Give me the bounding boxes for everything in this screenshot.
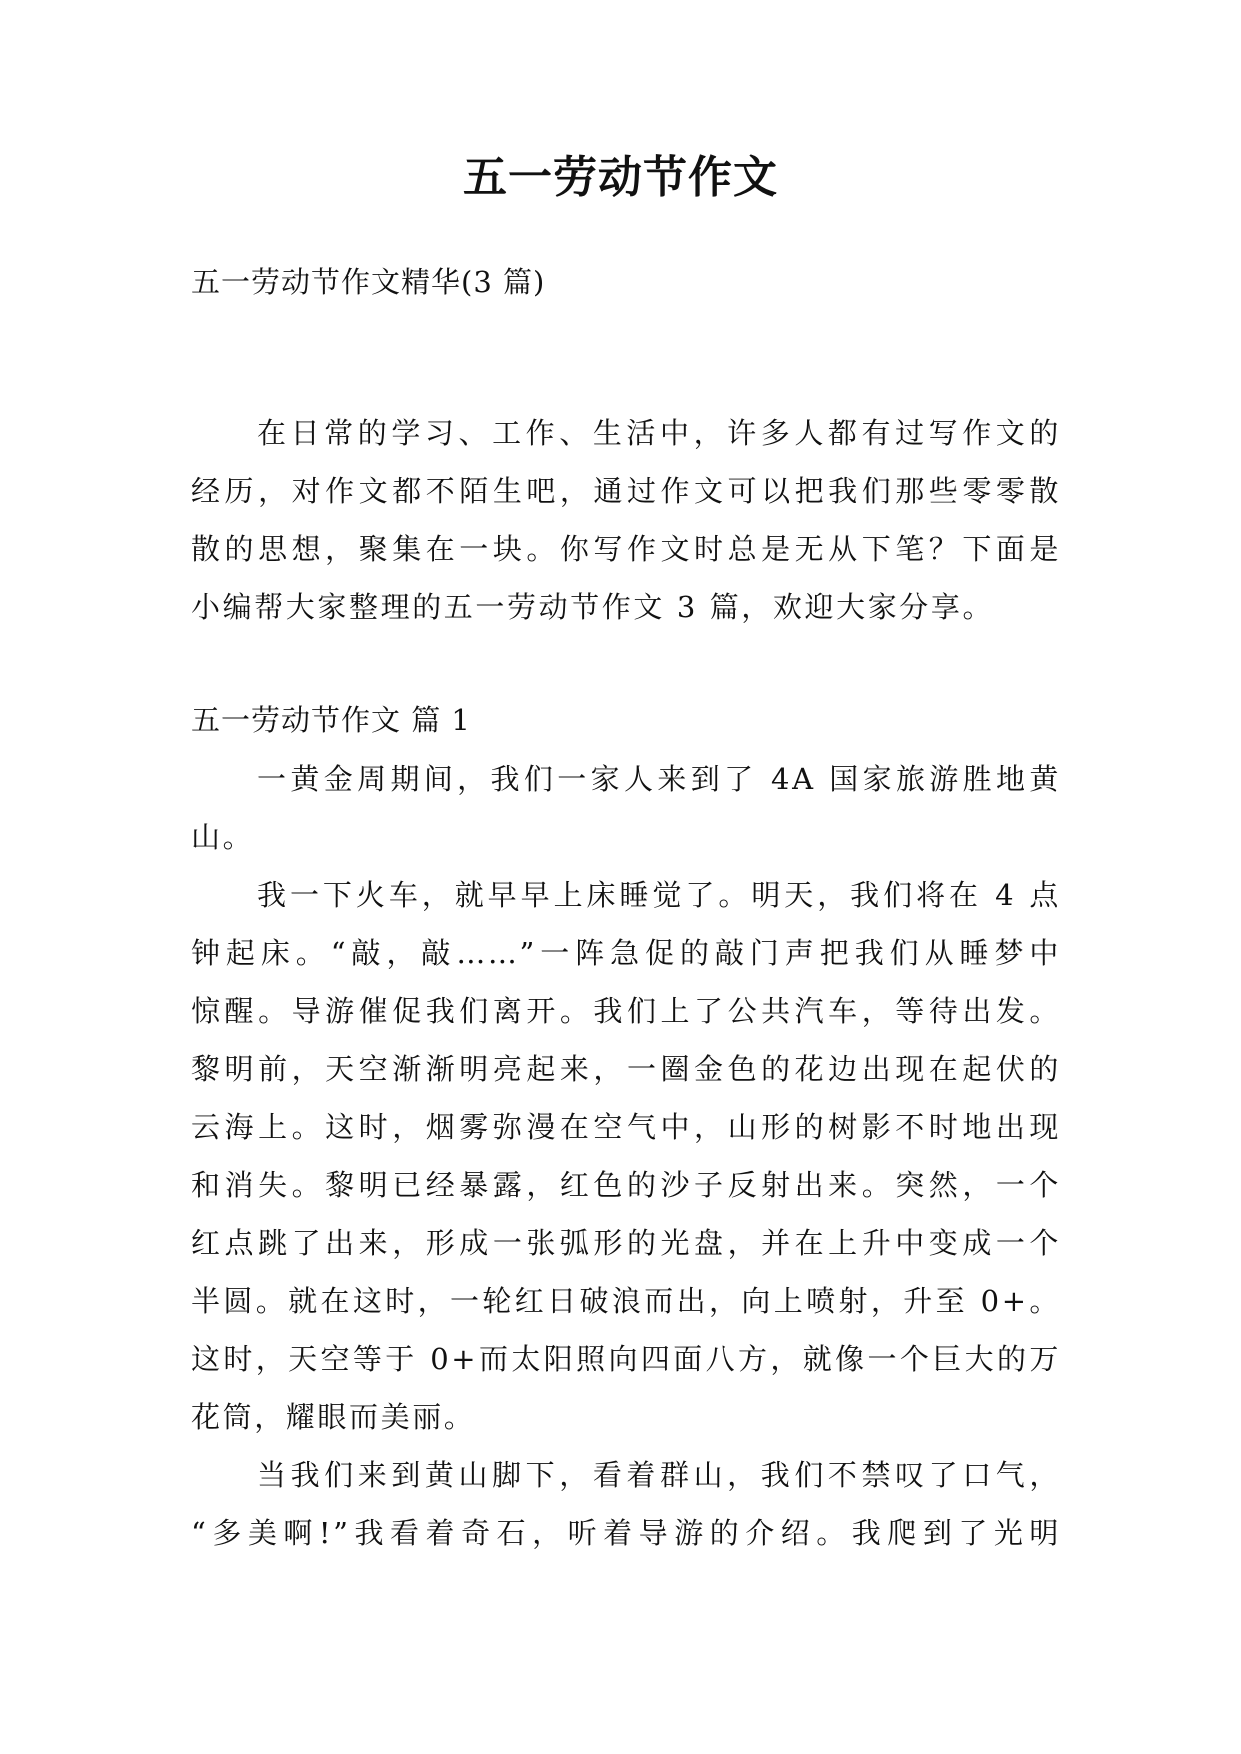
essay-line: 我一下火车，就早早上床睡觉了。明天，我们将在 4 点 xyxy=(257,878,1061,912)
intro-line: 在日常的学习、工作、生活中，许多人都有过写作文的 xyxy=(257,416,1061,450)
essay-line: 一黄金周期间，我们一家人来到了 4A 国家旅游胜地黄 xyxy=(257,762,1061,796)
essay-heading: 五一劳动节作文 篇 1 xyxy=(191,703,471,737)
essay-line: 黎明前，天空渐渐明亮起来，一圈金色的花边出现在起伏的 xyxy=(191,1052,1061,1086)
page-title: 五一劳动节作文 xyxy=(463,152,778,203)
essay-line: 钟起床。“敲，敲……”一阵急促的敲门声把我们从睡梦中 xyxy=(191,936,1061,970)
essay-paragraph xyxy=(191,750,1061,866)
essay-body xyxy=(191,750,1061,1562)
essay-line: 惊醒。导游催促我们离开。我们上了公共汽车，等待出发。 xyxy=(191,994,1061,1028)
essay-line: 当我们来到黄山脚下，看着群山，我们不禁叹了口气， xyxy=(257,1458,1061,1492)
essay-line: 和消失。黎明已经暴露，红色的沙子反射出来。突然，一个 xyxy=(191,1168,1061,1202)
intro-line: 经历，对作文都不陌生吧，通过作文可以把我们那些零零散 xyxy=(191,474,1061,508)
document-subtitle: 五一劳动节作文精华(3 篇) xyxy=(191,265,546,299)
intro-line: 小编帮大家整理的五一劳动节作文 3 篇，欢迎大家分享。 xyxy=(191,590,995,624)
essay-paragraph xyxy=(191,866,1061,1446)
essay-line: 花筒，耀眼而美丽。 xyxy=(191,1400,476,1434)
essay-line: 这时，天空等于 0+而太阳照向四面八方，就像一个巨大的万 xyxy=(191,1342,1061,1376)
intro-paragraph xyxy=(191,404,1061,636)
essay-paragraph xyxy=(191,1446,1061,1562)
essay-line: “多美啊!”我看着奇石，听着导游的介绍。我爬到了光明 xyxy=(191,1516,1061,1550)
essay-line: 红点跳了出来，形成一张弧形的光盘，并在上升中变成一个 xyxy=(191,1226,1061,1260)
essay-line: 半圆。就在这时，一轮红日破浪而出，向上喷射，升至 0+。 xyxy=(191,1284,1061,1318)
essay-line: 云海上。这时，烟雾弥漫在空气中，山形的树影不时地出现 xyxy=(191,1110,1061,1144)
intro-line: 散的思想，聚集在一块。你写作文时总是无从下笔？下面是 xyxy=(191,532,1061,566)
essay-line: 山。 xyxy=(191,820,255,854)
